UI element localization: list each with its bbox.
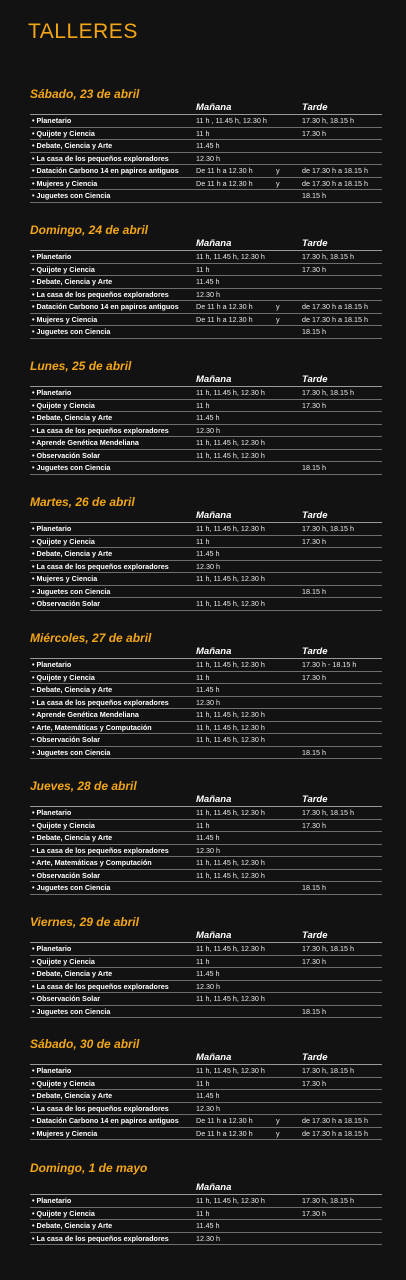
- workshop-name: • Quijote y Ciencia: [32, 956, 95, 966]
- workshop-list: [30, 658, 382, 759]
- column-header: [30, 510, 382, 522]
- workshop-row: [30, 734, 382, 747]
- workshop-row: [30, 684, 382, 697]
- workshop-name: • Debate, Ciencia y Arte: [32, 1091, 113, 1100]
- workshop-row: [30, 943, 382, 956]
- workshop-row: [30, 536, 382, 549]
- morning-header: Mañana: [196, 374, 232, 385]
- morning-times: 11 h: [196, 820, 210, 830]
- morning-times: 11 h, 11.45 h, 12.30 h: [196, 870, 265, 880]
- time-connector: y: [276, 1128, 280, 1138]
- workshop-row: [30, 462, 382, 475]
- workshop-name: • Mujeres y Ciencia: [32, 178, 98, 188]
- workshop-row: [30, 981, 382, 994]
- workshop-row: [30, 1103, 382, 1116]
- afternoon-times: 17.30 h, 18.15 h: [302, 1066, 354, 1075]
- workshop-name: • Planetario: [32, 808, 72, 817]
- workshop-row: [30, 1233, 382, 1246]
- morning-times: 11 h, 11.45 h, 12.30 h: [196, 599, 265, 608]
- morning-times: 12.30 h: [196, 425, 220, 435]
- morning-times: De 11 h a 12.30 h: [196, 1116, 253, 1125]
- workshop-row: [30, 425, 382, 438]
- workshop-name: • Juguetes con Ciencia: [32, 463, 111, 472]
- workshop-row: [30, 561, 382, 574]
- morning-times: 12.30 h: [196, 845, 220, 855]
- workshop-name: • Arte, Matemáticas y Computación: [32, 858, 152, 867]
- day-section: [30, 630, 382, 759]
- afternoon-times: de 17.30 h a 18.15 h: [302, 1116, 368, 1125]
- workshop-name: • La casa de los pequeños exploradores: [32, 1233, 169, 1243]
- workshop-row: [30, 807, 382, 820]
- morning-times: 12.30 h: [196, 1103, 220, 1113]
- workshop-row: [30, 882, 382, 895]
- afternoon-times: 17.30 h: [302, 400, 326, 410]
- day-title: Sábado, 23 de abril: [30, 87, 140, 101]
- workshop-row: [30, 993, 382, 1006]
- workshop-row: [30, 387, 382, 400]
- column-header: [30, 930, 382, 942]
- morning-times: 12.30 h: [196, 153, 220, 163]
- workshop-name: • Juguetes con Ciencia: [32, 191, 111, 200]
- morning-times: 11 h: [196, 672, 210, 682]
- workshop-name: • Planetario: [32, 944, 72, 953]
- morning-times: 11.45 h: [196, 141, 220, 150]
- workshop-name: • Juguetes con Ciencia: [32, 1006, 111, 1016]
- morning-header: Mañana: [196, 1182, 232, 1193]
- workshop-name: • Planetario: [32, 388, 72, 397]
- morning-times: De 11 h a 12.30 h: [196, 314, 253, 324]
- afternoon-times: de 17.30 h a 18.15 h: [302, 1128, 368, 1138]
- workshop-row: [30, 251, 382, 264]
- workshop-row: [30, 598, 382, 611]
- day-title: Domingo, 1 de mayo: [30, 1161, 148, 1175]
- workshop-name: • Quijote y Ciencia: [32, 672, 95, 682]
- afternoon-times: 18.15 h: [302, 191, 326, 200]
- workshop-name: • Juguetes con Ciencia: [32, 586, 111, 596]
- day-section: [30, 1160, 382, 1245]
- morning-times: 11 h, 11.45 h, 12.30 h: [196, 450, 265, 460]
- afternoon-times: 17.30 h: [302, 820, 326, 830]
- workshop-row: [30, 832, 382, 845]
- workshop-row: [30, 1128, 382, 1141]
- time-connector: y: [276, 314, 280, 324]
- page-title: TALLERES: [28, 20, 138, 43]
- workshop-row: [30, 450, 382, 463]
- workshop-name: • Planetario: [32, 252, 72, 261]
- workshop-name: • Juguetes con Ciencia: [32, 883, 111, 892]
- morning-times: 11 h , 11.45 h, 12.30 h: [196, 116, 267, 125]
- workshop-name: • Quijote y Ciencia: [32, 128, 95, 138]
- workshop-row: [30, 276, 382, 289]
- workshop-row: [30, 1065, 382, 1078]
- workshop-row: [30, 1006, 382, 1019]
- workshop-list: [30, 386, 382, 475]
- morning-times: 11 h, 11.45 h, 12.30 h: [196, 994, 265, 1003]
- morning-times: 11 h, 11.45 h, 12.30 h: [196, 438, 265, 447]
- afternoon-times: 18.15 h: [302, 747, 326, 757]
- morning-times: 11 h: [196, 128, 210, 138]
- day-section: [30, 494, 382, 611]
- workshop-row: [30, 586, 382, 599]
- afternoon-times: 17.30 h, 18.15 h: [302, 524, 354, 533]
- workshop-name: • La casa de los pequeños exploradores: [32, 153, 169, 163]
- workshop-name: • Planetario: [32, 660, 72, 669]
- workshop-row: [30, 820, 382, 833]
- afternoon-times: de 17.30 h a 18.15 h: [302, 178, 368, 188]
- workshop-row: [30, 722, 382, 735]
- workshop-row: [30, 289, 382, 302]
- workshop-row: [30, 573, 382, 586]
- morning-times: 11 h: [196, 1208, 210, 1218]
- morning-times: 12.30 h: [196, 289, 220, 299]
- day-title: Jueves, 28 de abril: [30, 779, 137, 793]
- morning-header: Mañana: [196, 102, 232, 113]
- workshop-name: • Aprende Genética Mendeliana: [32, 710, 139, 719]
- workshop-row: [30, 1208, 382, 1221]
- afternoon-times: 17.30 h - 18.15 h: [302, 660, 357, 669]
- workshop-row: [30, 190, 382, 203]
- morning-times: De 11 h a 12.30 h: [196, 166, 253, 175]
- day-title: Miércoles, 27 de abril: [30, 631, 152, 645]
- workshop-name: • Debate, Ciencia y Arte: [32, 413, 113, 422]
- workshop-row: [30, 672, 382, 685]
- day-section: [30, 86, 382, 203]
- workshop-name: • La casa de los pequeños exploradores: [32, 845, 169, 855]
- workshop-row: [30, 747, 382, 760]
- morning-times: De 11 h a 12.30 h: [196, 178, 253, 188]
- morning-times: 11.45 h: [196, 1091, 220, 1100]
- time-connector: y: [276, 302, 280, 311]
- afternoon-times: 17.30 h, 18.15 h: [302, 808, 354, 817]
- workshop-name: • Planetario: [32, 1196, 72, 1205]
- workshop-list: [30, 942, 382, 1018]
- workshop-name: • Debate, Ciencia y Arte: [32, 969, 113, 978]
- column-header: [30, 1052, 382, 1064]
- workshop-name: • Mujeres y Ciencia: [32, 574, 98, 583]
- workshop-name: • La casa de los pequeños exploradores: [32, 289, 169, 299]
- workshop-name: • Datación Carbono 14 en papiros antiguos: [32, 166, 179, 175]
- afternoon-times: 18.15 h: [302, 463, 326, 472]
- morning-times: 11 h, 11.45 h, 12.30 h: [196, 524, 265, 533]
- workshop-row: [30, 165, 382, 178]
- workshop-row: [30, 857, 382, 870]
- workshop-name: • Mujeres y Ciencia: [32, 314, 98, 324]
- workshop-list: [30, 250, 382, 339]
- afternoon-times: 17.30 h: [302, 536, 326, 546]
- column-header: [30, 102, 382, 114]
- day-section: [30, 222, 382, 339]
- workshop-row: [30, 400, 382, 413]
- afternoon-times: 18.15 h: [302, 883, 326, 892]
- workshop-row: [30, 178, 382, 191]
- workshop-list: [30, 114, 382, 203]
- workshop-name: • Datación Carbono 14 en papiros antiguos: [32, 302, 179, 311]
- workshop-name: • Mujeres y Ciencia: [32, 1128, 98, 1138]
- morning-times: 12.30 h: [196, 561, 220, 571]
- morning-header: Mañana: [196, 930, 232, 941]
- workshop-name: • Observación Solar: [32, 599, 101, 608]
- workshop-name: • Observación Solar: [32, 994, 101, 1003]
- workshop-name: • Planetario: [32, 116, 72, 125]
- morning-times: De 11 h a 12.30 h: [196, 1128, 253, 1138]
- day-section: [30, 1036, 382, 1140]
- workshop-name: • Juguetes con Ciencia: [32, 327, 111, 336]
- day-title: Lunes, 25 de abril: [30, 359, 132, 373]
- workshop-row: [30, 1220, 382, 1233]
- day-title: Viernes, 29 de abril: [30, 915, 139, 929]
- morning-times: 11 h, 11.45 h, 12.30 h: [196, 388, 265, 397]
- morning-times: 12.30 h: [196, 1233, 220, 1243]
- workshop-name: • Datación Carbono 14 en papiros antiguos: [32, 1116, 179, 1125]
- workshop-name: • Debate, Ciencia y Arte: [32, 685, 113, 694]
- workshop-name: • Juguetes con Ciencia: [32, 747, 111, 757]
- workshop-list: [30, 1194, 382, 1245]
- workshop-name: • Quijote y Ciencia: [32, 820, 95, 830]
- morning-times: 11.45 h: [196, 685, 220, 694]
- morning-times: 11 h, 11.45 h, 12.30 h: [196, 722, 265, 732]
- workshop-row: [30, 153, 382, 166]
- day-title: Martes, 26 de abril: [30, 495, 135, 509]
- column-header: [30, 374, 382, 386]
- workshop-row: [30, 1195, 382, 1208]
- column-header: [30, 1182, 382, 1194]
- morning-times: 11 h, 11.45 h, 12.30 h: [196, 660, 265, 669]
- morning-times: 11 h: [196, 956, 210, 966]
- afternoon-times: 17.30 h, 18.15 h: [302, 116, 354, 125]
- afternoon-header: Tarde: [302, 794, 328, 805]
- afternoon-times: de 17.30 h a 18.15 h: [302, 314, 368, 324]
- workshop-row: [30, 845, 382, 858]
- workshop-name: • La casa de los pequeños exploradores: [32, 1103, 169, 1113]
- workshop-row: [30, 128, 382, 141]
- morning-times: 11 h: [196, 264, 210, 274]
- afternoon-header: Tarde: [302, 1052, 328, 1063]
- workshop-row: [30, 968, 382, 981]
- afternoon-times: de 17.30 h a 18.15 h: [302, 166, 368, 175]
- morning-times: 11 h, 11.45 h, 12.30 h: [196, 574, 265, 583]
- morning-times: 12.30 h: [196, 697, 220, 707]
- morning-times: 11 h, 11.45 h, 12.30 h: [196, 808, 265, 817]
- afternoon-times: 17.30 h, 18.15 h: [302, 944, 354, 953]
- workshop-row: [30, 697, 382, 710]
- afternoon-header: Tarde: [302, 646, 328, 657]
- workshop-row: [30, 326, 382, 339]
- workshop-name: • Aprende Genética Mendeliana: [32, 438, 139, 447]
- workshop-name: • Observación Solar: [32, 870, 101, 880]
- morning-times: 12.30 h: [196, 981, 220, 991]
- afternoon-header: Tarde: [302, 510, 328, 521]
- afternoon-times: 17.30 h: [302, 672, 326, 682]
- workshop-row: [30, 264, 382, 277]
- afternoon-header: Tarde: [302, 238, 328, 249]
- workshop-row: [30, 412, 382, 425]
- workshop-row: [30, 115, 382, 128]
- afternoon-header: Tarde: [302, 930, 328, 941]
- workshop-name: • Debate, Ciencia y Arte: [32, 1221, 113, 1230]
- workshop-list: [30, 1064, 382, 1140]
- workshop-name: • Quijote y Ciencia: [32, 1208, 95, 1218]
- morning-times: 11.45 h: [196, 969, 220, 978]
- afternoon-times: 17.30 h, 18.15 h: [302, 1196, 354, 1205]
- workshop-name: • Arte, Matemáticas y Computación: [32, 722, 152, 732]
- workshop-name: • Planetario: [32, 524, 72, 533]
- workshop-row: [30, 1115, 382, 1128]
- workshop-name: • Observación Solar: [32, 450, 101, 460]
- morning-times: 11.45 h: [196, 1221, 220, 1230]
- morning-times: 11.45 h: [196, 833, 220, 842]
- afternoon-times: 17.30 h: [302, 1208, 326, 1218]
- workshop-name: • La casa de los pequeños exploradores: [32, 425, 169, 435]
- workshop-name: • Quijote y Ciencia: [32, 1078, 95, 1088]
- morning-times: 11 h: [196, 400, 210, 410]
- day-section: [30, 358, 382, 475]
- morning-header: Mañana: [196, 238, 232, 249]
- afternoon-times: 17.30 h, 18.15 h: [302, 252, 354, 261]
- morning-header: Mañana: [196, 510, 232, 521]
- column-header: [30, 238, 382, 250]
- morning-times: 11.45 h: [196, 277, 220, 286]
- morning-times: 11 h, 11.45 h, 12.30 h: [196, 1066, 265, 1075]
- workshop-name: • Debate, Ciencia y Arte: [32, 549, 113, 558]
- workshop-name: • Quijote y Ciencia: [32, 536, 95, 546]
- workshop-row: [30, 437, 382, 450]
- morning-times: 11 h, 11.45 h, 12.30 h: [196, 944, 265, 953]
- workshop-row: [30, 709, 382, 722]
- afternoon-times: 17.30 h, 18.15 h: [302, 388, 354, 397]
- workshop-name: • Planetario: [32, 1066, 72, 1075]
- workshop-list: [30, 522, 382, 611]
- workshop-name: • La casa de los pequeños exploradores: [32, 697, 169, 707]
- morning-times: 11 h, 11.45 h, 12.30 h: [196, 252, 265, 261]
- workshop-name: • Quijote y Ciencia: [32, 400, 95, 410]
- afternoon-times: de 17.30 h a 18.15 h: [302, 302, 368, 311]
- afternoon-header: Tarde: [302, 374, 328, 385]
- workshop-row: [30, 140, 382, 153]
- workshop-name: • La casa de los pequeños exploradores: [32, 561, 169, 571]
- workshop-row: [30, 870, 382, 883]
- workshop-list: [30, 806, 382, 895]
- workshop-row: [30, 548, 382, 561]
- workshop-name: • Debate, Ciencia y Arte: [32, 277, 113, 286]
- workshop-row: [30, 1090, 382, 1103]
- afternoon-times: 17.30 h: [302, 956, 326, 966]
- morning-times: De 11 h a 12.30 h: [196, 302, 253, 311]
- afternoon-times: 18.15 h: [302, 327, 326, 336]
- morning-header: Mañana: [196, 1052, 232, 1063]
- workshop-name: • La casa de los pequeños exploradores: [32, 981, 169, 991]
- column-header: [30, 646, 382, 658]
- morning-times: 11 h, 11.45 h, 12.30 h: [196, 858, 265, 867]
- day-title: Sábado, 30 de abril: [30, 1037, 140, 1051]
- afternoon-times: 17.30 h: [302, 264, 326, 274]
- morning-header: Mañana: [196, 646, 232, 657]
- workshop-name: • Quijote y Ciencia: [32, 264, 95, 274]
- workshop-row: [30, 523, 382, 536]
- morning-times: 11 h, 11.45 h, 12.30 h: [196, 735, 265, 744]
- workshop-name: • Debate, Ciencia y Arte: [32, 141, 113, 150]
- workshop-row: [30, 956, 382, 969]
- afternoon-header: Tarde: [302, 102, 328, 113]
- day-section: [30, 914, 382, 1018]
- time-connector: y: [276, 178, 280, 188]
- workshop-row: [30, 314, 382, 327]
- time-connector: y: [276, 1116, 280, 1125]
- morning-times: 11 h, 11.45 h, 12.30 h: [196, 710, 265, 719]
- afternoon-times: 17.30 h: [302, 128, 326, 138]
- day-title: Domingo, 24 de abril: [30, 223, 149, 237]
- workshop-row: [30, 301, 382, 314]
- workshop-name: • Observación Solar: [32, 735, 101, 744]
- workshop-row: [30, 1078, 382, 1091]
- column-header: [30, 794, 382, 806]
- morning-times: 11 h: [196, 536, 210, 546]
- morning-times: 11.45 h: [196, 549, 220, 558]
- workshop-name: • Debate, Ciencia y Arte: [32, 833, 113, 842]
- afternoon-times: 18.15 h: [302, 586, 326, 596]
- morning-header: Mañana: [196, 794, 232, 805]
- afternoon-times: 17.30 h: [302, 1078, 326, 1088]
- morning-times: 11.45 h: [196, 413, 220, 422]
- morning-times: 11 h: [196, 1078, 210, 1088]
- time-connector: y: [276, 166, 280, 175]
- workshop-row: [30, 659, 382, 672]
- afternoon-times: 18.15 h: [302, 1006, 326, 1016]
- day-section: [30, 778, 382, 895]
- morning-times: 11 h, 11.45 h, 12.30 h: [196, 1196, 265, 1205]
